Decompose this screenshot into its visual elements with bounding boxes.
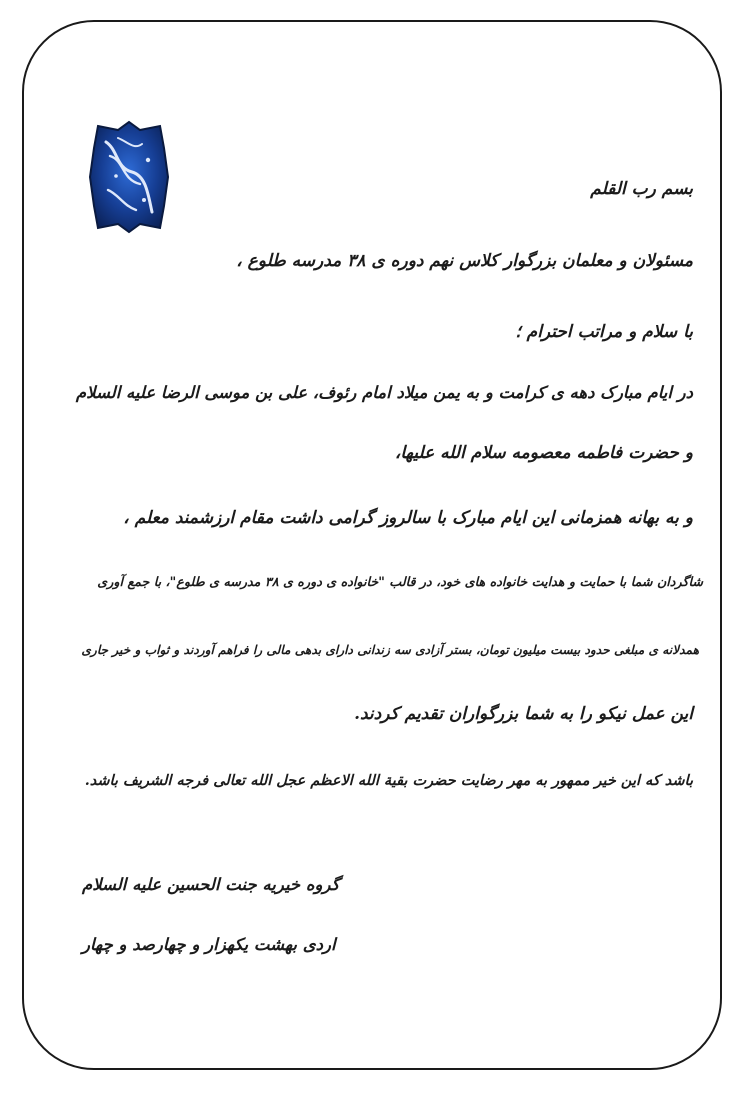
body-line-5: همدلانه ی مبلغی حدود بیست میلیون تومان، بستر آزادی سه زندانی دارای بدهی مالی را فراهم آوردند و ثواب و خیر جاری — [81, 643, 699, 657]
signature-date: اردی بهشت یکهزار و چهارصد و چهار — [82, 935, 336, 954]
body-line-7: باشد که این خیر ممهور به مهر رضایت حضرت بقیة الله الاعظم عجل الله تعالی فرجه الشریف باشد. — [84, 772, 693, 789]
body-line-1: در ایام مبارک دهه ی کرامت و به یمن میلاد امام رئوف، علی بن موسی الرضا علیه السلام — [75, 383, 693, 402]
body-line-2: و حضرت فاطمه معصومه سلام الله علیها، — [394, 443, 693, 463]
body-line-6: این عمل نیکو را به شما بزرگواران تقدیم کردند. — [354, 704, 693, 724]
basmala: بسم رب القلم — [590, 179, 693, 199]
signature-group: گروه خیریه جنت الحسین علیه السلام — [82, 875, 340, 894]
body-line-4: شاگردان شما با حمایت و هدایت خانواده های خود، در قالب "خانواده ی دوره ی ۳۸ مدرسه ی طلوع"، با جمع آوری — [97, 574, 703, 589]
jannat-al-hussain-logo — [88, 120, 170, 234]
greeting: با سلام و مراتب احترام ؛ — [515, 322, 693, 342]
logo-emblem — [88, 120, 170, 234]
addressee: مسئولان و معلمان بزرگوار کلاس نهم دوره ی ۳۸ مدرسه طلوع ، — [236, 251, 693, 271]
body-line-3: و به بهانه همزمانی این ایام مبارک با سالروز گرامی داشت مقام ارزشمند معلم ، — [123, 508, 693, 528]
